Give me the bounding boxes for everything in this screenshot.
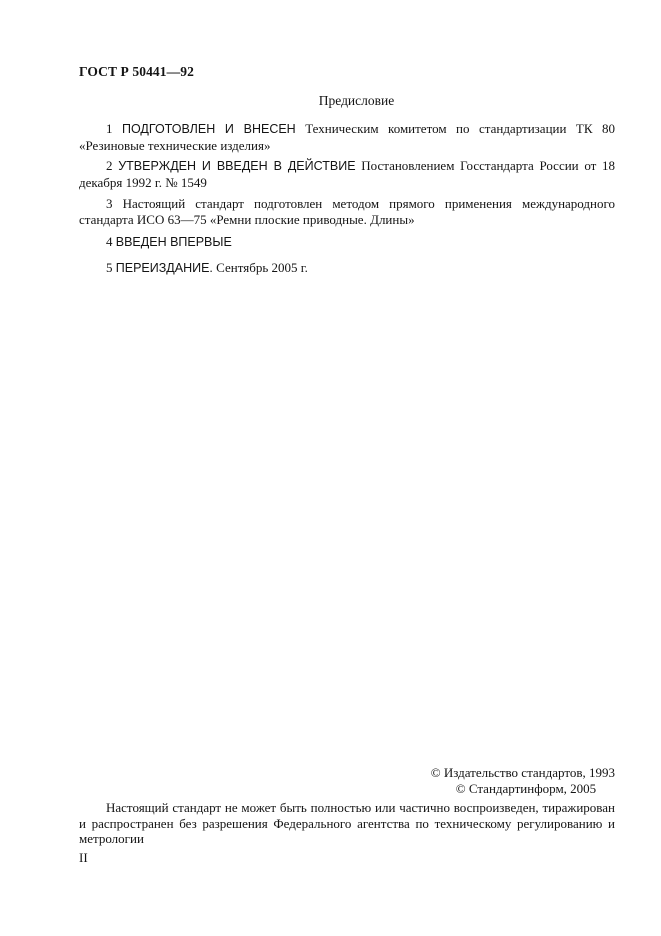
paragraph-text: Сентябрь 2005 г. <box>216 260 308 275</box>
paragraph-4 <box>79 234 615 251</box>
reproduction-notice <box>79 800 615 847</box>
foreword-title: Предисловие <box>318 93 395 108</box>
copyright-line: © Стандартинформ, 2005 <box>455 780 597 796</box>
paragraph-1 <box>79 121 615 153</box>
paragraph-number: 1 <box>106 121 113 136</box>
paragraph-3 <box>79 196 615 227</box>
paragraph-number: 5 <box>106 260 113 275</box>
copyright-block <box>431 765 615 796</box>
paragraph-lead: УТВЕРЖДЕН И ВВЕДЕН В ДЕЙСТВИЕ <box>118 159 356 173</box>
paragraph-lead: ПЕРЕИЗДАНИЕ. <box>115 261 213 275</box>
notice-text: Настоящий стандарт не может быть полностью или частично воспроизведен, тиражирован и распространен без разрешения Федерального агентства по техническому регулированию и метрологии <box>79 800 615 846</box>
paragraph-number: 4 <box>106 234 113 249</box>
page-number: II <box>79 850 88 865</box>
paragraph-text: Постановлением Госстандарта России от 18 декабря 1992 г. № 1549 <box>79 158 616 190</box>
paragraph-number: 3 <box>106 196 113 211</box>
paragraph-text: Настоящий стандарт подготовлен методом прямого применения международного стандарта ИСО 63—75 «Ремни плоские приводные. Длины» <box>79 196 615 227</box>
paragraph-lead: ВВЕДЕН ВПЕРВЫЕ <box>115 235 232 249</box>
document-header: ГОСТ Р 50441—92 <box>79 64 194 79</box>
paragraph-text: Техническим комитетом по стандартизации ТК 80 «Резиновые технические изделия» <box>79 121 616 153</box>
paragraph-number: 2 <box>106 158 113 173</box>
copyright-line: © Издательство стандартов, 1993 <box>430 765 615 780</box>
paragraph-lead: ПОДГОТОВЛЕН И ВНЕСЕН <box>121 122 296 136</box>
paragraph-2 <box>79 158 615 190</box>
paragraph-5 <box>79 260 615 277</box>
